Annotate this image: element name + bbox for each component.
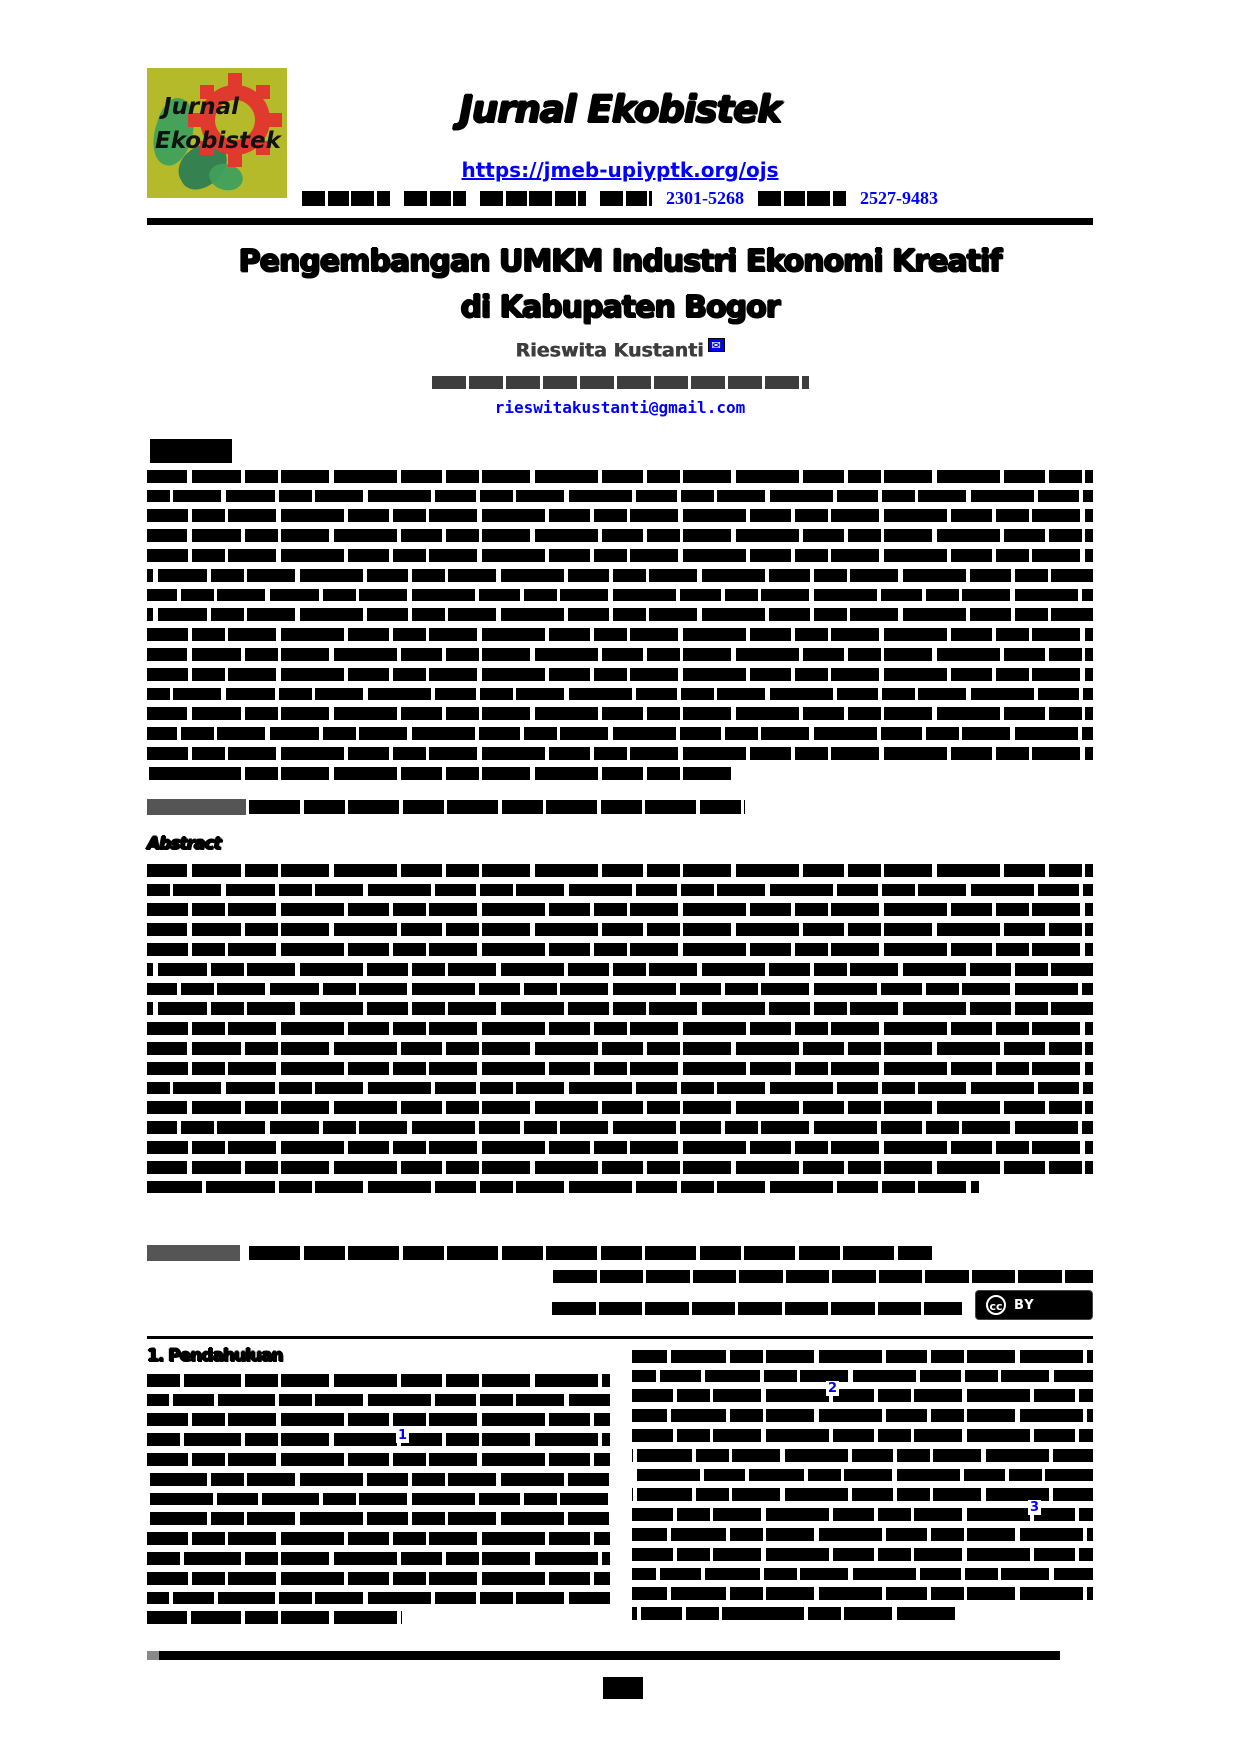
degraded-text-line bbox=[147, 943, 1093, 956]
degraded-text-line bbox=[632, 1389, 1093, 1402]
degraded-text-line bbox=[147, 509, 1093, 522]
introduction-heading: 1. Pendahuluan bbox=[147, 1346, 283, 1366]
degraded-text-line bbox=[147, 470, 1093, 483]
meta-text-segment bbox=[302, 191, 390, 206]
degraded-text-line bbox=[632, 1409, 1093, 1422]
keywords-label-box: Keywords : bbox=[147, 1245, 240, 1261]
meta-text-segment bbox=[404, 191, 466, 206]
degraded-text-line bbox=[632, 1528, 1093, 1541]
issue-meta-line bbox=[0, 188, 1240, 209]
cc-by-license-badge[interactable] bbox=[975, 1290, 1093, 1320]
citation-link[interactable]: 3 bbox=[1030, 1500, 1040, 1515]
degraded-text-line bbox=[632, 1508, 1093, 1521]
degraded-text-line bbox=[147, 1062, 1093, 1075]
degraded-text-line bbox=[147, 983, 1093, 995]
degraded-text-line bbox=[147, 1493, 610, 1505]
degraded-text-line bbox=[147, 668, 1093, 681]
degraded-text-line bbox=[147, 1101, 1093, 1114]
issn-value: 2301-5268 bbox=[666, 188, 744, 208]
degraded-text-line bbox=[147, 1042, 1093, 1055]
footer-rule-chip bbox=[147, 1651, 159, 1660]
keywords-text-bar bbox=[249, 1246, 932, 1260]
citation-link[interactable]: 1 bbox=[398, 1428, 408, 1443]
degraded-text-line bbox=[632, 1607, 955, 1620]
e-issn-value: 2527-9483 bbox=[860, 188, 938, 208]
meta-text-segment bbox=[600, 191, 652, 206]
degraded-text-line bbox=[632, 1488, 1093, 1501]
meta-text-segment bbox=[758, 191, 846, 206]
degraded-text-line bbox=[147, 490, 1093, 502]
degraded-text-line bbox=[147, 727, 1093, 740]
meta-text-segment bbox=[480, 191, 586, 206]
degraded-text-line bbox=[147, 1022, 1093, 1035]
abstract-en-heading: Abstract bbox=[147, 834, 221, 854]
header-rule bbox=[147, 218, 1093, 225]
paper-title-line2: di Kabupaten Bogor bbox=[460, 290, 780, 325]
author-name bbox=[0, 338, 1240, 361]
page-number-box bbox=[603, 1677, 643, 1699]
footer-rule-bar bbox=[147, 1651, 1060, 1660]
degraded-text-line bbox=[147, 648, 1093, 661]
degraded-text-line bbox=[147, 549, 1093, 562]
cc-icon: cc bbox=[986, 1295, 1006, 1315]
intro-left-column-paragraph bbox=[147, 1374, 610, 1631]
degraded-text-line bbox=[632, 1350, 1093, 1363]
citation-link[interactable]: 2 bbox=[828, 1381, 838, 1396]
author-affiliation-bar bbox=[432, 376, 809, 389]
degraded-text-line bbox=[147, 1552, 610, 1565]
degraded-text-line bbox=[147, 608, 1093, 621]
license-text-line2-bar bbox=[552, 1302, 962, 1315]
degraded-text-line bbox=[147, 884, 1093, 896]
kata-kunci-label-box: Kata kunci : bbox=[147, 799, 246, 815]
degraded-text-line bbox=[147, 1082, 1093, 1094]
intro-right-column-paragraph bbox=[632, 1350, 1093, 1627]
degraded-text-line bbox=[147, 747, 1093, 760]
degraded-text-line bbox=[147, 688, 1093, 700]
degraded-text-line bbox=[147, 569, 1093, 582]
degraded-text-line bbox=[147, 589, 1093, 601]
degraded-text-line bbox=[147, 1572, 610, 1585]
author-name-text: Rieswita Kustanti bbox=[515, 339, 704, 362]
degraded-text-line bbox=[147, 1592, 610, 1604]
degraded-text-line bbox=[632, 1568, 1093, 1580]
abstrak-heading-box: Abstrak bbox=[150, 439, 232, 463]
logo-text-line2: Ekobistek bbox=[155, 128, 281, 154]
correspondence-mail-icon[interactable]: ✉ bbox=[708, 338, 725, 352]
logo-gear-tooth bbox=[228, 73, 242, 87]
degraded-text-line bbox=[147, 1532, 610, 1545]
author-email-link[interactable]: rieswitakustanti@gmail.com bbox=[494, 398, 746, 417]
degraded-text-line bbox=[147, 864, 1093, 877]
degraded-text-line bbox=[632, 1548, 1093, 1561]
degraded-text-line bbox=[147, 767, 734, 780]
abstract-id-paragraph bbox=[147, 470, 1093, 787]
logo-text-line1: Jurnal bbox=[163, 94, 240, 120]
degraded-text-line bbox=[632, 1370, 1093, 1382]
degraded-text-line bbox=[147, 1002, 1093, 1015]
degraded-text-line bbox=[632, 1449, 1093, 1462]
degraded-text-line bbox=[147, 1433, 610, 1446]
section-divider-rule bbox=[147, 1336, 1093, 1339]
degraded-text-line bbox=[147, 1512, 610, 1525]
degraded-text-line bbox=[147, 707, 1093, 720]
degraded-text-line bbox=[147, 1611, 402, 1624]
degraded-text-line bbox=[147, 1161, 1093, 1174]
cc-by-label: BY bbox=[1014, 1297, 1035, 1313]
degraded-text-line bbox=[147, 923, 1093, 936]
degraded-text-line bbox=[632, 1429, 1093, 1442]
degraded-text-line bbox=[147, 1374, 610, 1387]
journal-url-link[interactable]: https://jmeb-upiyptk.org/ojs bbox=[461, 158, 779, 182]
license-text-line1-bar bbox=[553, 1270, 1093, 1283]
degraded-text-line bbox=[147, 1121, 1093, 1134]
degraded-text-line bbox=[147, 963, 1093, 976]
abstract-en-paragraph bbox=[147, 864, 1093, 1200]
degraded-text-line bbox=[147, 1141, 1093, 1154]
journal-title: Jurnal Ekobistek bbox=[459, 88, 781, 131]
degraded-text-line bbox=[147, 1181, 979, 1193]
degraded-text-line bbox=[632, 1469, 1093, 1481]
degraded-text-line bbox=[632, 1587, 1093, 1600]
degraded-text-line bbox=[147, 1413, 610, 1426]
degraded-text-line bbox=[147, 1453, 610, 1466]
kata-kunci-text-bar bbox=[249, 800, 745, 814]
degraded-text-line bbox=[147, 903, 1093, 916]
degraded-text-line bbox=[147, 529, 1093, 542]
degraded-text-line bbox=[147, 1473, 610, 1486]
degraded-text-line bbox=[147, 1394, 610, 1406]
paper-title-line1: Pengembangan UMKM Industri Ekonomi Kreatif bbox=[238, 244, 1002, 279]
degraded-text-line bbox=[147, 628, 1093, 641]
